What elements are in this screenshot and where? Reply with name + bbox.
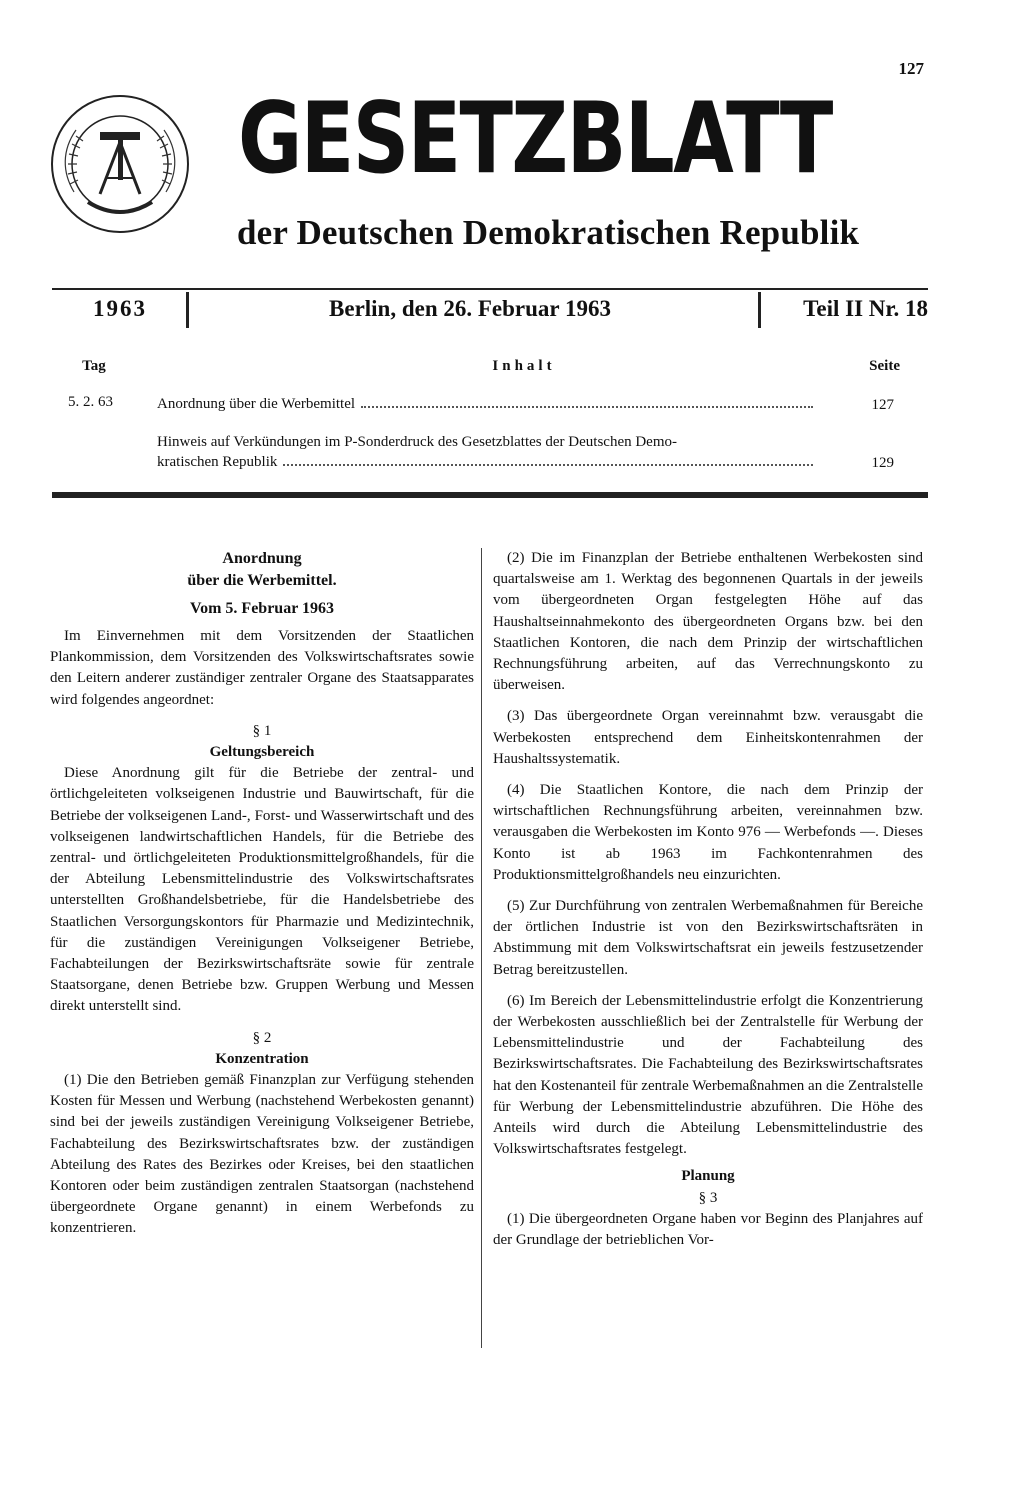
toc-entry-page: 129	[871, 455, 894, 471]
section-rule	[52, 492, 928, 498]
body-paragraph: (1) Die den Betrieben gemäß Finanzplan zur Verfügung stehenden Kosten für Messen und Werbung (nachstehend Werbekosten genannt) sind bei der jeweils zuständigen Vereinigung Volkseigener Betriebe, Fachabteilung des Bezirkswirtschaftsrates bzw. der zuständigen Abteilung des Rates des Bezirkes oder Kreises, bei den staatlichen Kontoren oder beim zuständigen zentralen Staatsorgan (nachstehend übergeordnete Organe genannt) in einem Werbefonds zu konzentrieren.	[50, 1072, 474, 1237]
section-number: § 2	[252, 1029, 272, 1046]
toc-entry-title-cont: kratischen Republik	[157, 454, 278, 470]
body-paragraph: (3) Das übergeordnete Organ vereinnahmt bzw. verausgabt die Werbekosten entsprechend dem Einheitskontenrahmen der Haushaltssystematik.	[493, 708, 923, 767]
toc-col-page: Seite	[869, 358, 900, 374]
toc-entry-page: 127	[871, 397, 894, 413]
masthead-title: GESETZBLATT	[238, 82, 832, 196]
body-paragraph: (2) Die im Finanzplan der Betriebe enthaltenen Werbekosten sind quartalsweise am 1. Werktag des begonnenen Quartals in der jeweils vom übergeordneten Organ festgelegten Höhe auf das Haushaltseinnahmekonto des übergeordneten Organs bzw. bei den Staatlichen Kontoren, die nach dem Prinzip der wirtschaftlichen Rechnungsführung arbeiten, auf das Verrechnungskonto zu überweisen.	[493, 550, 923, 694]
gdr-state-emblem-icon	[48, 92, 192, 236]
section-heading: Planung	[681, 1168, 735, 1185]
body-paragraph: (6) Im Bereich der Lebensmittelindustrie erfolgt die Konzentrierung der Werbekosten ausschließlich bei der Zentralstelle für Werbung der Lebensmittelindustrie und der Fachabteilung des Bezirkswirtschaftsrates. Die Fachabteilung des Bezirkswirtschaftsrates hat den Kostenanteil für zentrale Werbemaßnahmen an die Zentralstelle für Werbung der Lebensmittelindustrie abzuführen. Die Höhe des Anteils wird durch die Abteilung Lebensmittelindustrie des Volkswirtschaftsrates festgelegt.	[493, 992, 923, 1158]
page-number: 127	[898, 59, 924, 78]
article-title: Anordnung	[222, 550, 302, 567]
toc-entry	[54, 432, 900, 472]
body-paragraph: (5) Zur Durchführung von zentralen Werbemaßnahmen für Bereiche der örtlichen Industrie ist von den Bezirkswirtschaftsräten in Abstimmung mit dem Volkswirtschaftsrat ein jeweils festzusetzender Betrag bereitzustellen.	[493, 898, 923, 978]
dateline-divider	[186, 292, 189, 328]
section-number: § 1	[252, 722, 272, 739]
toc-entry	[54, 394, 900, 414]
masthead-subtitle: der Deutschen Demokratischen Republik	[237, 213, 860, 252]
toc-col-day: Tag	[82, 358, 106, 374]
dateline-divider	[758, 292, 761, 328]
issue-year: 1963	[93, 296, 147, 321]
toc-entry-title: Anordnung über die Werbemittel	[157, 396, 356, 412]
toc-leader-dots	[361, 406, 813, 408]
toc-leader-dots	[283, 464, 813, 466]
issue-number: Teil II Nr. 18	[803, 296, 928, 321]
section-heading: Konzentration	[215, 1050, 309, 1067]
toc-col-contents: Inhalt	[492, 358, 556, 374]
toc-header	[54, 358, 900, 384]
article-date: Vom 5. Februar 1963	[190, 600, 334, 617]
toc-entry-date: 5. 2. 63	[68, 394, 113, 410]
body-paragraph: (1) Die übergeordneten Organe haben vor Beginn des Planjahres auf der Grundlage der betrieblichen Vor-	[493, 1210, 923, 1249]
issue-place-date: Berlin, den 26. Februar 1963	[329, 296, 611, 321]
right-column	[493, 548, 923, 1251]
preamble-paragraph: Im Einvernehmen mit dem Vorsitzenden der Staatlichen Plankommission, dem Vorsitzenden des Volkswirtschaftsrates sowie den Leitern anderer zuständiger zentraler Organe des Staatsapparates wird folgendes angeordnet:	[50, 628, 474, 708]
section-heading: Geltungsbereich	[209, 744, 315, 761]
section-number: § 3	[698, 1189, 718, 1206]
body-paragraph: (4) Die Staatlichen Kontore, die nach dem Prinzip der wirtschaftlichen Rechnungsführung arbeiten, vereinnahmen bzw. verausgaben die Werbekosten im Konto 976 — Werbefonds —. Dieses Konto ist ab 1963 im Fachkontenrahmen des Produktionsmittelgroßhandels neu einzurichten.	[493, 782, 923, 883]
table-of-contents	[54, 358, 900, 472]
article-title-cont: über die Werbemittel.	[187, 572, 337, 589]
column-divider	[481, 548, 482, 1348]
toc-entry-title: Hinweis auf Verkündungen im P-Sonderdruck des Gesetzblattes der Deutschen Demo-	[157, 434, 678, 450]
body-paragraph: Diese Anordnung gilt für die Betriebe der zentral- und örtlichgeleiteten volkseigenen Industrie und Bauwirtschaft, für die Betriebe der volkseigenen Land-, Forst- und Wasserwirtschaft und des volkseigenen landwirtschaftlichen Handels, für die Betriebe des zentral- und örtlichgeleiteten Produktionsmittelgroßhandels, für die der Abteilung Lebensmittelindustrie des Volkswirtschaftsrates unterstellten Großhandelsbetriebe, für die Handelsbetriebe des Staatlichen Versorgungskontors für Pharmazie und Medizintechnik, für die zuständigen Vereinigungen Volkseigener Betriebe, Fachabteilungen der Bezirkswirtschaftsräte sowie für zentrale Staatsorgane, denen Betriebe bzw. Gruppen Werbung und Messen direkt unterstellt sind.	[50, 765, 474, 1015]
dateline-bar	[52, 288, 928, 330]
left-column	[50, 548, 474, 1240]
